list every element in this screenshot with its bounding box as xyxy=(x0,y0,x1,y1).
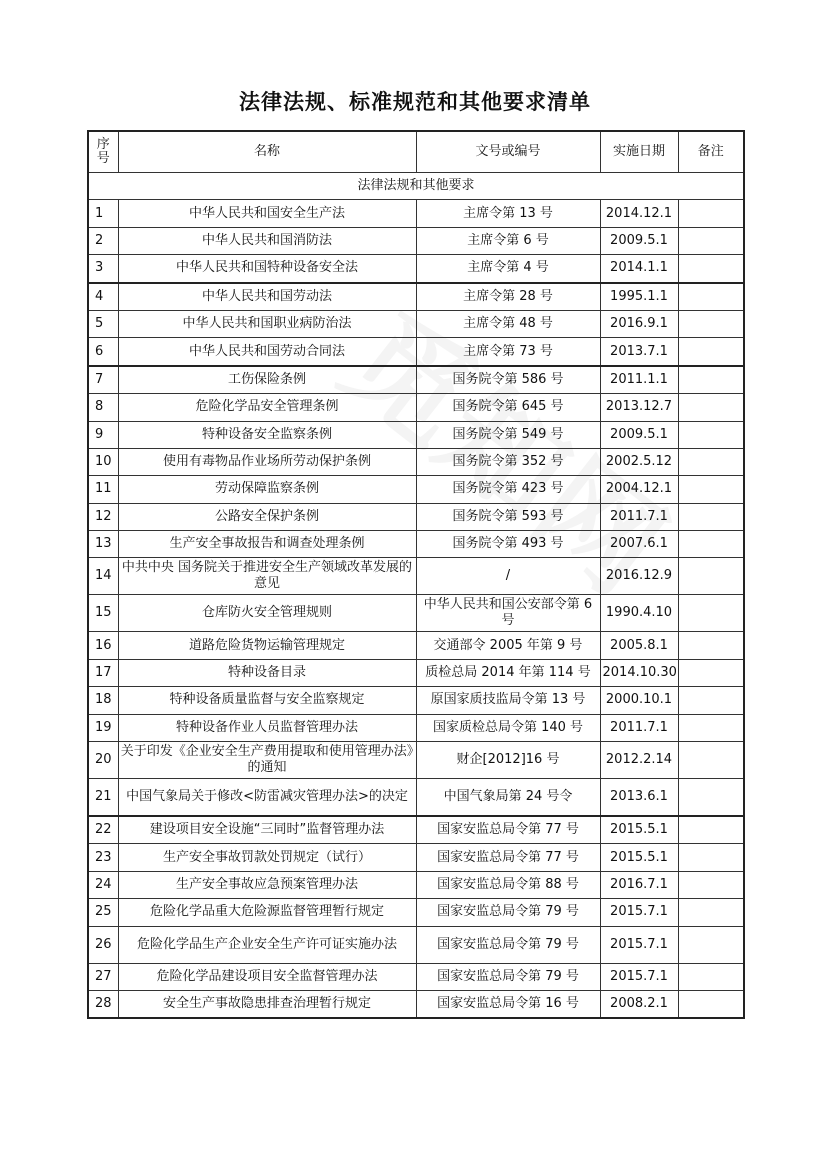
row-note xyxy=(678,394,744,421)
row-doc-number: 主席令第 48 号 xyxy=(416,310,600,337)
row-doc-number: 中国气象局第 24 号令 xyxy=(416,779,600,817)
row-date: 2016.7.1 xyxy=(600,871,678,898)
row-note xyxy=(678,595,744,632)
header-note: 备注 xyxy=(678,131,744,173)
row-doc-number: 国务院令第 645 号 xyxy=(416,394,600,421)
row-number: 10 xyxy=(88,448,118,475)
header-name: 名称 xyxy=(118,131,416,173)
row-name: 使用有毒物品作业场所劳动保护条例 xyxy=(118,448,416,475)
row-number: 25 xyxy=(88,899,118,926)
row-date: 2016.9.1 xyxy=(600,310,678,337)
row-date: 2013.12.7 xyxy=(600,394,678,421)
row-name: 公路安全保护条例 xyxy=(118,503,416,530)
row-date: 2014.10.30 xyxy=(600,659,678,686)
row-number: 6 xyxy=(88,338,118,366)
row-number: 13 xyxy=(88,531,118,558)
row-number: 14 xyxy=(88,558,118,595)
table-row xyxy=(88,659,744,686)
row-number: 7 xyxy=(88,366,118,394)
row-note xyxy=(678,476,744,503)
row-number: 15 xyxy=(88,595,118,632)
table-row xyxy=(88,421,744,448)
row-note xyxy=(678,558,744,595)
row-name: 仓库防火安全管理规则 xyxy=(118,595,416,632)
row-note xyxy=(678,899,744,926)
section-title: 法律法规和其他要求 xyxy=(88,173,744,200)
row-number: 12 xyxy=(88,503,118,530)
row-number: 20 xyxy=(88,742,118,779)
row-note xyxy=(678,255,744,283)
row-doc-number: 质检总局 2014 年第 114 号 xyxy=(416,659,600,686)
row-number: 19 xyxy=(88,714,118,741)
row-note xyxy=(678,990,744,1018)
table-row xyxy=(88,899,744,926)
row-name: 危险化学品重大危险源监督管理暂行规定 xyxy=(118,899,416,926)
row-note xyxy=(678,871,744,898)
row-note xyxy=(678,779,744,817)
row-number: 3 xyxy=(88,255,118,283)
row-doc-number: 主席令第 73 号 xyxy=(416,338,600,366)
table-row xyxy=(88,255,744,283)
row-note xyxy=(678,200,744,227)
row-doc-number: 国家质检总局令第 140 号 xyxy=(416,714,600,741)
row-name: 中华人民共和国特种设备安全法 xyxy=(118,255,416,283)
row-name: 中华人民共和国安全生产法 xyxy=(118,200,416,227)
row-note xyxy=(678,816,744,844)
table-row xyxy=(88,366,744,394)
table-header-row xyxy=(88,131,744,173)
row-date: 2014.1.1 xyxy=(600,255,678,283)
row-date: 2015.5.1 xyxy=(600,816,678,844)
row-name: 道路危险货物运输管理规定 xyxy=(118,632,416,659)
row-name: 生产安全事故罚款处罚规定（试行） xyxy=(118,844,416,871)
row-date: 2009.5.1 xyxy=(600,421,678,448)
row-name: 工伤保险条例 xyxy=(118,366,416,394)
row-name: 特种设备作业人员监督管理办法 xyxy=(118,714,416,741)
row-doc-number: 国家安监总局令第 77 号 xyxy=(416,816,600,844)
row-doc-number: 国务院令第 593 号 xyxy=(416,503,600,530)
table-row xyxy=(88,871,744,898)
table-row xyxy=(88,816,744,844)
row-note xyxy=(678,310,744,337)
row-note xyxy=(678,283,744,311)
table-row xyxy=(88,394,744,421)
table-row xyxy=(88,200,744,227)
row-number: 17 xyxy=(88,659,118,686)
row-note xyxy=(678,531,744,558)
table-row xyxy=(88,779,744,817)
row-number: 8 xyxy=(88,394,118,421)
row-doc-number: 主席令第 28 号 xyxy=(416,283,600,311)
row-name: 危险化学品安全管理条例 xyxy=(118,394,416,421)
row-doc-number: 国家安监总局令第 77 号 xyxy=(416,844,600,871)
header-doc-number: 文号或编号 xyxy=(416,131,600,173)
row-note xyxy=(678,714,744,741)
row-number: 5 xyxy=(88,310,118,337)
row-name: 安全生产事故隐患排查治理暂行规定 xyxy=(118,990,416,1018)
section-row xyxy=(88,173,744,200)
row-note xyxy=(678,687,744,714)
row-note xyxy=(678,227,744,254)
row-doc-number: 国家安监总局令第 88 号 xyxy=(416,871,600,898)
row-name: 中华人民共和国劳动法 xyxy=(118,283,416,311)
row-doc-number: 国务院令第 586 号 xyxy=(416,366,600,394)
row-number: 4 xyxy=(88,283,118,311)
table-row xyxy=(88,310,744,337)
row-doc-number: 国务院令第 352 号 xyxy=(416,448,600,475)
row-date: 1995.1.1 xyxy=(600,283,678,311)
header-number-line1: 序 xyxy=(96,137,110,152)
table-row xyxy=(88,714,744,741)
row-name: 关于印发《企业安全生产费用提取和使用管理办法》的通知 xyxy=(118,742,416,779)
table-row xyxy=(88,476,744,503)
table-row xyxy=(88,595,744,632)
row-number: 21 xyxy=(88,779,118,817)
row-name: 危险化学品建设项目安全监督管理办法 xyxy=(118,963,416,990)
table-row xyxy=(88,338,744,366)
row-date: 2015.7.1 xyxy=(600,963,678,990)
header-number-line2: 号 xyxy=(96,151,110,166)
table-row xyxy=(88,742,744,779)
row-date: 2011.7.1 xyxy=(600,714,678,741)
row-date: 2015.7.1 xyxy=(600,899,678,926)
row-number: 1 xyxy=(88,200,118,227)
row-note xyxy=(678,421,744,448)
table-row xyxy=(88,558,744,595)
row-doc-number: 主席令第 4 号 xyxy=(416,255,600,283)
row-name: 特种设备目录 xyxy=(118,659,416,686)
row-date: 2013.6.1 xyxy=(600,779,678,817)
header-date: 实施日期 xyxy=(600,131,678,173)
row-name: 中华人民共和国消防法 xyxy=(118,227,416,254)
row-note xyxy=(678,742,744,779)
row-name: 危险化学品生产企业安全生产许可证实施办法 xyxy=(118,926,416,963)
row-doc-number: 国家安监总局令第 79 号 xyxy=(416,899,600,926)
row-name: 中国气象局关于修改<防雷减灾管理办法>的决定 xyxy=(118,779,416,817)
row-date: 2014.12.1 xyxy=(600,200,678,227)
row-date: 2016.12.9 xyxy=(600,558,678,595)
header-number xyxy=(88,131,118,173)
row-note xyxy=(678,963,744,990)
row-note xyxy=(678,366,744,394)
row-doc-number: 原国家质技监局令第 13 号 xyxy=(416,687,600,714)
row-date: 2011.7.1 xyxy=(600,503,678,530)
row-doc-number: 财企[2012]16 号 xyxy=(416,742,600,779)
table-row xyxy=(88,844,744,871)
row-number: 26 xyxy=(88,926,118,963)
row-doc-number: 国家安监总局令第 79 号 xyxy=(416,926,600,963)
row-name: 特种设备质量监督与安全监察规定 xyxy=(118,687,416,714)
row-name: 劳动保障监察条例 xyxy=(118,476,416,503)
row-note xyxy=(678,844,744,871)
row-number: 28 xyxy=(88,990,118,1018)
row-date: 1990.4.10 xyxy=(600,595,678,632)
row-doc-number: 国家安监总局令第 79 号 xyxy=(416,963,600,990)
row-doc-number: 国务院令第 493 号 xyxy=(416,531,600,558)
row-doc-number: 国务院令第 423 号 xyxy=(416,476,600,503)
row-note xyxy=(678,659,744,686)
table-row xyxy=(88,926,744,963)
row-note xyxy=(678,503,744,530)
row-number: 11 xyxy=(88,476,118,503)
table-row xyxy=(88,531,744,558)
row-doc-number: 交通部令 2005 年第 9 号 xyxy=(416,632,600,659)
row-name: 生产安全事故应急预案管理办法 xyxy=(118,871,416,898)
row-doc-number: 主席令第 13 号 xyxy=(416,200,600,227)
row-date: 2002.5.12 xyxy=(600,448,678,475)
row-doc-number: / xyxy=(416,558,600,595)
row-doc-number: 国家安监总局令第 16 号 xyxy=(416,990,600,1018)
row-date: 2013.7.1 xyxy=(600,338,678,366)
row-name: 建设项目安全设施“三同时”监督管理办法 xyxy=(118,816,416,844)
row-number: 24 xyxy=(88,871,118,898)
table-row xyxy=(88,963,744,990)
table-row xyxy=(88,687,744,714)
table-row xyxy=(88,503,744,530)
row-date: 2004.12.1 xyxy=(600,476,678,503)
row-number: 16 xyxy=(88,632,118,659)
row-name: 生产安全事故报告和调查处理条例 xyxy=(118,531,416,558)
row-date: 2015.7.1 xyxy=(600,926,678,963)
row-note xyxy=(678,338,744,366)
row-date: 2007.6.1 xyxy=(600,531,678,558)
row-name: 中华人民共和国劳动合同法 xyxy=(118,338,416,366)
row-number: 27 xyxy=(88,963,118,990)
row-doc-number: 国务院令第 549 号 xyxy=(416,421,600,448)
row-date: 2009.5.1 xyxy=(600,227,678,254)
row-doc-number: 主席令第 6 号 xyxy=(416,227,600,254)
row-date: 2015.5.1 xyxy=(600,844,678,871)
row-name: 中华人民共和国职业病防治法 xyxy=(118,310,416,337)
row-date: 2008.2.1 xyxy=(600,990,678,1018)
row-doc-number: 中华人民共和国公安部令第 6 号 xyxy=(416,595,600,632)
table-row xyxy=(88,990,744,1018)
row-note xyxy=(678,448,744,475)
row-date: 2000.10.1 xyxy=(600,687,678,714)
row-date: 2005.8.1 xyxy=(600,632,678,659)
page-title: 法律法规、标准规范和其他要求清单 xyxy=(239,90,591,114)
row-number: 18 xyxy=(88,687,118,714)
row-date: 2011.1.1 xyxy=(600,366,678,394)
row-name: 特种设备安全监察条例 xyxy=(118,421,416,448)
row-note xyxy=(678,632,744,659)
row-number: 9 xyxy=(88,421,118,448)
row-date: 2012.2.14 xyxy=(600,742,678,779)
table-row xyxy=(88,227,744,254)
table-row xyxy=(88,632,744,659)
row-number: 23 xyxy=(88,844,118,871)
table-row xyxy=(88,448,744,475)
row-number: 2 xyxy=(88,227,118,254)
row-name: 中共中央 国务院关于推进安全生产领域改革发展的意见 xyxy=(118,558,416,595)
regulations-table xyxy=(87,130,745,1019)
row-note xyxy=(678,926,744,963)
table-row xyxy=(88,283,744,311)
row-number: 22 xyxy=(88,816,118,844)
